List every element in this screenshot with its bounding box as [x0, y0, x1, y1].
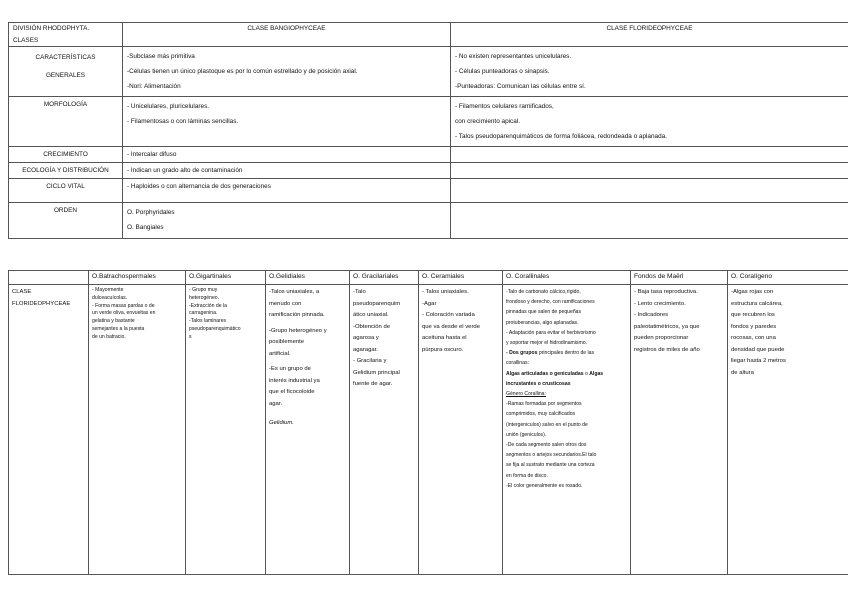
bangiophyceae-cell-line: -Subclase más primitiva	[127, 53, 195, 60]
row-label-line: MORFOLOGÍA	[43, 101, 88, 108]
text-line: un verde oliva, envueltas en	[92, 310, 156, 317]
text-line: pseudoparenquim	[353, 300, 401, 307]
text-line: que el ficocoloide	[269, 389, 315, 395]
table2-header-cell: O. Corallinales	[503, 271, 631, 285]
row-label-line: ORDEN	[53, 207, 78, 214]
text-line: interés industrial ya	[269, 377, 320, 384]
text-line: heterogéneo.	[189, 294, 220, 301]
florideophyceae-cell	[451, 163, 848, 179]
rhodophyta-classes-table	[8, 22, 848, 239]
table1-row	[9, 203, 848, 239]
table1-body	[9, 47, 848, 239]
florideophyceae-cell	[451, 203, 848, 239]
header-label-line2: CLASES	[13, 37, 39, 44]
text-line: - Indicadores	[634, 312, 669, 318]
text-line: - Mayormente	[92, 287, 124, 293]
text-line: s	[189, 333, 192, 340]
table2-header-cell: Fondos de Maërl	[631, 271, 728, 285]
text-line: pueden proporcionar	[634, 335, 689, 341]
text-line: se fija al sustrato mediante una corteza	[506, 462, 595, 469]
text-line: comprimidos, muy calcificados	[506, 411, 576, 418]
genero-corallina: Género Corallina:	[506, 391, 546, 398]
text-line: -Talo de carbonato cálcico,rígido,	[506, 289, 581, 295]
algas-bold2: Algas	[589, 370, 604, 377]
gracilariales-cell	[350, 285, 419, 575]
row-label-line: CICLO VITAL	[46, 183, 85, 190]
florideophyceae-cell-line: -Punteadoras: Comunican las células entre sí.	[455, 83, 586, 90]
coraligeno-cell	[728, 285, 848, 575]
table2-header-cell: O.Gigartinales	[186, 271, 266, 285]
text-line: registros de miles de año	[634, 346, 700, 353]
text-line: segmentos o artejos secundarios.El talo	[506, 452, 597, 459]
text-line: CLASE	[12, 289, 32, 295]
text-line: fondos y paredes	[731, 323, 777, 330]
text-line: gelatina y bastante	[92, 318, 135, 325]
text-line: ramificación pinnada.	[269, 312, 325, 318]
dos-grupos-rest: principales dentro de las	[537, 350, 595, 357]
table2-header-cell: O. Ceramiales	[419, 271, 503, 285]
table2-header-cell: O.Gelidiales	[266, 271, 350, 285]
text-line: -Talo	[353, 289, 366, 295]
text-line: ático uniaxial.	[353, 312, 389, 318]
gigartinales-cell	[186, 285, 266, 575]
text-line: -Es un grupo de	[269, 366, 311, 372]
table1-row	[9, 97, 848, 147]
grupos-line2: corallinas:	[506, 360, 529, 367]
corallinales-rest	[506, 399, 627, 491]
bangiophyceae-cell	[123, 163, 451, 179]
text-line: paleotatimétricos, ya que	[634, 323, 700, 330]
dos-grupos-bold: - Dos grupos	[506, 350, 538, 357]
text-line: - Lento crecimiento.	[634, 300, 686, 307]
florideophyceae-cell	[451, 179, 848, 203]
text-line: -Talos laminares	[189, 318, 227, 325]
text-line: - Grupo muy	[189, 287, 218, 293]
text-line: agaragar.	[353, 346, 378, 353]
table1-row	[9, 179, 848, 203]
table1-row	[9, 47, 848, 97]
bangiophyceae-cell-line: O. Porphyridales	[127, 209, 175, 216]
text-line: -Grupo heterogéneo y	[269, 327, 327, 334]
text-line: - Coloración variada	[422, 312, 475, 318]
text-line: artificial.	[269, 350, 291, 357]
text-line: -Ramas formadas por segmentos	[506, 401, 582, 408]
text-line: densidad que puede	[731, 346, 785, 353]
bangiophyceae-cell	[123, 147, 451, 163]
text-line: rocosas, con una	[731, 335, 776, 341]
text-line: fuente de agar.	[353, 381, 393, 387]
text-line: Gelidium.	[269, 420, 294, 426]
text-line: que recubren los	[731, 312, 775, 318]
header-bangiophyceae-text: CLASE BANGIOPHYCEAE	[247, 25, 326, 32]
coraligeno-text	[731, 287, 845, 379]
florideophyceae-cell-line: - No existen representantes unicelulares.	[455, 53, 572, 60]
header-florideophyceae	[451, 23, 848, 47]
table1-header-row	[9, 23, 848, 47]
bangiophyceae-cell	[123, 97, 451, 147]
text-line: posiblemente	[269, 339, 305, 345]
florideophyceae-cell	[451, 47, 848, 97]
text-line: -Extracción de la	[189, 302, 227, 309]
text-line: -Algas rojas con	[731, 289, 774, 295]
header-label-cell	[9, 23, 123, 47]
row-label-line: ECOLOGÍA Y DISTRIBUCIÓN	[22, 167, 109, 174]
text-line: frondoso y derecho, con ramificaciones	[506, 299, 595, 306]
text-line: - Adaptación para evitar el herbivorismo	[506, 329, 596, 336]
gigartinales-text	[189, 287, 262, 342]
text-line: pseudoparenquimático	[189, 325, 241, 332]
header-label-line1: DIVISIÓN RHODOPHYTA.	[13, 25, 90, 32]
batrachospermales-cell	[89, 285, 186, 575]
row-label	[9, 47, 123, 97]
table1-row	[9, 147, 848, 163]
corallinales-intro	[506, 287, 627, 348]
text-line: menudo con	[269, 300, 302, 307]
bangiophyceae-cell-line: - Filamentosas o con láminas sencillas.	[127, 118, 239, 125]
header-florideophyceae-text: CLASE FLORIDEOPHYCEAE	[606, 25, 693, 32]
text-line: aceituna hasta el	[422, 335, 467, 341]
row-label	[12, 287, 85, 310]
gelidiales-cell	[266, 285, 350, 575]
maerl-text	[634, 287, 724, 356]
text-line: unión (geniculos).	[506, 431, 547, 438]
florideophyceae-cell	[451, 147, 848, 163]
text-line: y soportar mejor el hidrodinamismo.	[506, 340, 587, 347]
bangiophyceae-cell-line: - Indican un grado alto de contaminación	[127, 167, 243, 174]
text-line: -De cada segmento salen otros dos	[506, 442, 587, 449]
table1-row	[9, 163, 848, 179]
row-label	[9, 147, 123, 163]
text-line: en forma de disco.	[506, 472, 548, 479]
header-bangiophyceae	[123, 23, 451, 47]
text-line: de altura	[731, 369, 754, 376]
table2-header-row	[9, 271, 848, 285]
text-line: dulceacuícolas.	[92, 294, 128, 301]
text-line: -Agar	[422, 300, 437, 307]
text-line: púrpura oscuro.	[422, 346, 464, 353]
table2-header-cell: O. Gracilariales	[350, 271, 419, 285]
batrachospermales-text	[92, 287, 182, 342]
algas-articuladas: Algas articuladas o geniculadas	[506, 370, 584, 377]
text-line: protuberancias, algo aplanadas.	[506, 319, 579, 326]
row-label-line: CARACTERÍSTICAS	[35, 54, 96, 61]
bangiophyceae-cell	[123, 179, 451, 203]
bangiophyceae-cell-line: -Nori: Alimentación	[127, 83, 181, 90]
bangiophyceae-cell	[123, 47, 451, 97]
maerl-cell	[631, 285, 728, 575]
florideophyceae-cell-line: con crecimiento apical.	[455, 118, 521, 125]
text-line: llegar hasta 2 metros	[731, 358, 787, 364]
gracilariales-text	[353, 287, 415, 391]
text-line: (intergeniculos) salvo en el punto de	[506, 421, 588, 428]
text-line: -Talos uniaxiales, a	[269, 289, 320, 295]
bangiophyceae-cell	[123, 203, 451, 239]
row-label	[9, 97, 123, 147]
row-label	[9, 179, 123, 203]
row-label-line: GENERALES	[45, 72, 86, 79]
text-line: carragenina.	[189, 310, 218, 317]
row-label-cell	[9, 285, 89, 575]
florideophyceae-cell	[451, 97, 848, 147]
bangiophyceae-cell-line: - Intercalar difuso	[127, 151, 177, 158]
text-line: -Obtención de	[353, 323, 391, 330]
bangiophyceae-cell-line: -Células tienen un único plastoque es por lo común estrellado y de posición axial.	[127, 68, 358, 75]
row-label-line: CRECIMIENTO	[43, 151, 88, 158]
algas-incrustantes: incrustantes o crusticosas	[506, 380, 571, 387]
text-line: de un batracio.	[92, 333, 126, 340]
row-label	[9, 203, 123, 239]
text-line: pinnadas que salen de pequeñas	[506, 309, 582, 316]
bangiophyceae-cell-line: O. Bangiales	[127, 224, 164, 231]
text-line: - Gracilaria y	[353, 358, 387, 364]
table2-header-cell	[9, 271, 89, 285]
corallinales-cell	[503, 285, 631, 575]
bangiophyceae-cell-line: - Unicelulares, pluricelulares.	[127, 103, 210, 110]
algas-mid: o	[583, 370, 590, 377]
text-line: FLORIDEOPHYCEAE	[12, 300, 71, 307]
table2-header-cell: O.Batrachospermales	[89, 271, 186, 285]
text-line: agar.	[269, 400, 283, 407]
table2-header-cell: O. Coralígeno	[728, 271, 848, 285]
text-line: agarosa y	[353, 335, 379, 341]
text-line: Gelidium principal	[353, 369, 400, 376]
text-line: -El color generalmente es rosado.	[506, 482, 583, 489]
text-line: estructura calcárea,	[731, 300, 783, 307]
florideophyceae-orders-table	[8, 270, 848, 575]
text-line: - Talos uniaxiales.	[422, 289, 469, 295]
gelidiales-text	[269, 287, 346, 430]
florideophyceae-cell-line: - Células punteadoras o sinapsis.	[455, 68, 550, 75]
ceramiales-cell	[419, 285, 503, 575]
text-line: que va desde el verde	[422, 323, 480, 330]
text-line: - Forma masas pardas o de	[92, 302, 155, 309]
bangiophyceae-cell-line: - Haploides o con alternancia de dos generaciones	[127, 183, 271, 190]
text-line: - Baja tasa reproductiva.	[634, 289, 698, 295]
florideophyceae-cell-line: - Talos pseudoparenquimáticos de forma foliácea, redondeada o aplanada.	[455, 133, 667, 140]
text-line: semejantes a la puesta	[92, 325, 145, 332]
ceramiales-text	[422, 287, 499, 356]
florideophyceae-cell-line: - Filamentos celulares ramificados,	[455, 103, 554, 110]
table2-content-row	[9, 285, 848, 575]
row-label	[9, 163, 123, 179]
